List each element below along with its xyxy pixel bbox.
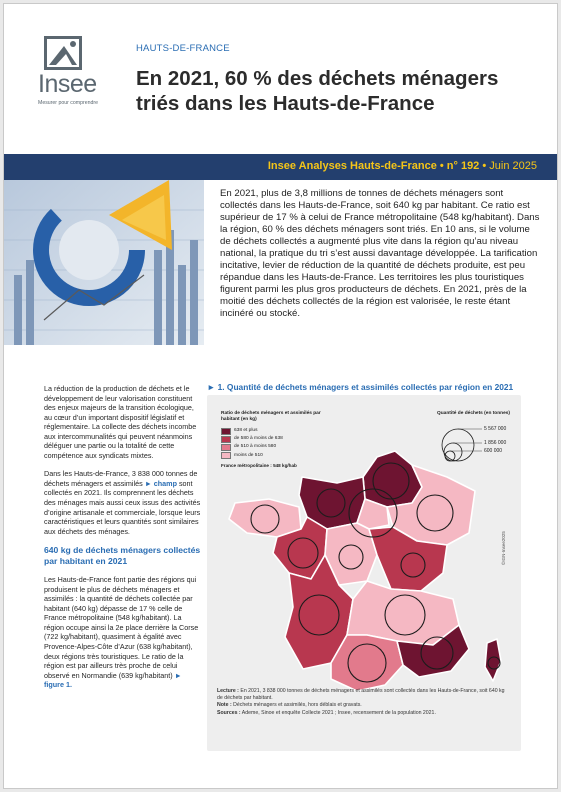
region-tag: HAUTS-DE-FRANCE bbox=[136, 43, 230, 54]
insee-logo[interactable] bbox=[34, 36, 114, 114]
note-lecture bbox=[217, 688, 509, 702]
legend-label-1: 638 et plus bbox=[234, 428, 258, 434]
insee-logo-mark-icon bbox=[44, 36, 82, 70]
body-paragraph-3-text: Les Hauts-de-France font partie des régions qui produisent le plus de déchets ménagers et assimilés : la quantité de déchets collectée par habitant (640 kg) dépasse de 17 % celle de France métropolitaine (548 kg/habitant). La région occupe ainsi la 2e place derrière la Corse (722 kg/habitant), quasiment à égalité avec Provence-Alpes-Côte d’Azur (638 kg/habitant), deux régions très touristiques. Le ratio de la région est par ailleurs très proche de celui observé en Normandie (639 kg/habitant) bbox=[44, 575, 199, 680]
cover-chart-image bbox=[4, 180, 204, 345]
note-sources bbox=[217, 710, 509, 717]
figure-box bbox=[207, 395, 521, 751]
body-paragraph-1: La réduction de la production de déchets et le développement de leur valorisation constituent des enjeux majeurs de la transition écologique, au cœur d’un important dispositif législatif et réglementaire. La collecte des déchets incombe aux intercommunalités qui peuvent néanmoins déléguer une partie ou la totalité de cette compétence aux syndicats mixtes. bbox=[44, 384, 197, 460]
body-paragraph-3 bbox=[44, 575, 201, 690]
lead-paragraph: En 2021, plus de 3,8 millions de tonnes de déchets ménagers sont collectés dans les Hauts-de-France, soit 640 kg par habitant. Ce ratio est supérieur de 17 % à celui de France métropolitaine (548 kg/habitant). Dans la région, 60 % des déchets ménagers sont triés. En 10 ans, si le volume de déchets collectés a augmenté plus vite dans la région qu’au niveau national, la pratique du tri s’est aussi davantage développée. La tarification incitative, levier de réduction de la quantité de déchets produite, est peu répandue dans les Hauts-de-France. Les territoires les plus touristiques figurent parmi les plus gros producteurs de déchets. En 2021, près de la moitié des déchets collectés de la région est valorisée, le reste étant incinéré ou stocké. bbox=[220, 188, 540, 320]
bubble-value-2: 1 856 000 bbox=[484, 440, 507, 446]
series-label bbox=[268, 160, 537, 172]
note-note-text: Déchets ménagers et assimilés, hors déblais et gravats. bbox=[231, 702, 362, 709]
legend-swatch-1 bbox=[221, 428, 231, 435]
note-lecture-label: Lecture : bbox=[217, 688, 239, 694]
note-sources-label: Sources : bbox=[217, 709, 241, 716]
logo-tagline: Mesurer pour comprendre bbox=[38, 100, 98, 106]
legend-swatch-4 bbox=[221, 452, 231, 459]
note-note-label: Note : bbox=[217, 702, 232, 709]
legend-item bbox=[221, 427, 339, 435]
legend-national-ratio: France métropolitaine : 548 kg/hab bbox=[221, 462, 297, 468]
legend-item bbox=[221, 452, 339, 460]
figure-1-link[interactable]: ► figure 1. bbox=[44, 670, 182, 690]
series-name: Insee Analyses Hauts-de-France • n° 192 • bbox=[267, 160, 487, 172]
legend-item bbox=[221, 435, 339, 443]
section-subheading: 640 kg de déchets ménagers collectés par habitant en 2021 bbox=[44, 545, 201, 566]
body-paragraph-2-end: sont collectés en 2021. Ils comprennent les déchets des ménages mais aussi ceux issus des activités d’origine artisanale et commerciale, lorsque leurs caractéristiques et leurs quantités sont similaires aux déchets des ménages. bbox=[44, 478, 201, 536]
legend-swatch-3 bbox=[221, 444, 231, 451]
note-note bbox=[217, 702, 509, 709]
legend-label-4: moins de 510 bbox=[234, 452, 263, 458]
map-legend-title: Ratio de déchets ménagers et assimilés par habitant (en kg) bbox=[221, 411, 321, 422]
map-legend bbox=[221, 411, 339, 469]
cover-illustration bbox=[4, 180, 204, 345]
series-band bbox=[4, 154, 558, 180]
bubble-value-1: 5 567 000 bbox=[484, 426, 507, 432]
figure-notes bbox=[217, 688, 509, 717]
body-paragraph-2 bbox=[44, 469, 201, 536]
page-title: En 2021, 60 % des déchets ménagers triés dans les Hauts-de-France bbox=[136, 67, 499, 115]
bubble-value-3: 600 000 bbox=[484, 448, 503, 454]
figure-title: ► 1. Quantité de déchets ménagers et assimilés collectés par région en 2021 bbox=[207, 382, 514, 392]
legend-swatch-2 bbox=[221, 436, 231, 443]
legend-label-3: de 510 à moins 580 bbox=[234, 444, 277, 450]
legend-item bbox=[221, 443, 339, 451]
legend-label-2: de 580 à moins de 638 bbox=[234, 436, 283, 442]
map-credit: ©IGN-Insee2025 bbox=[501, 531, 506, 565]
note-lecture-text: En 2021, 3 838 000 tonnes de déchets ménagers et assimilés sont collectés dans les Hauts-de-France, soit 640 kg de déchets par habitant. bbox=[217, 688, 505, 702]
champ-link[interactable]: ► champ bbox=[144, 478, 177, 488]
series-date: Juin 2025 bbox=[489, 160, 537, 172]
bubble-legend-title: Quantité de déchets (en tonnes) bbox=[437, 411, 511, 416]
note-sources-text: Ademe, Sinoe et enquête Collecte 2021 ; Insee, recensement de la population 2021. bbox=[240, 709, 436, 716]
bubble-legend bbox=[437, 411, 515, 471]
logo-wordmark: Insee bbox=[38, 70, 97, 98]
body-paragraph-2-start: Dans les Hauts-de-France, 3 838 000 tonnes de déchets ménagers et assimilés bbox=[44, 469, 198, 488]
body-column bbox=[44, 384, 201, 699]
region-occitanie bbox=[331, 635, 403, 691]
page bbox=[3, 3, 558, 789]
